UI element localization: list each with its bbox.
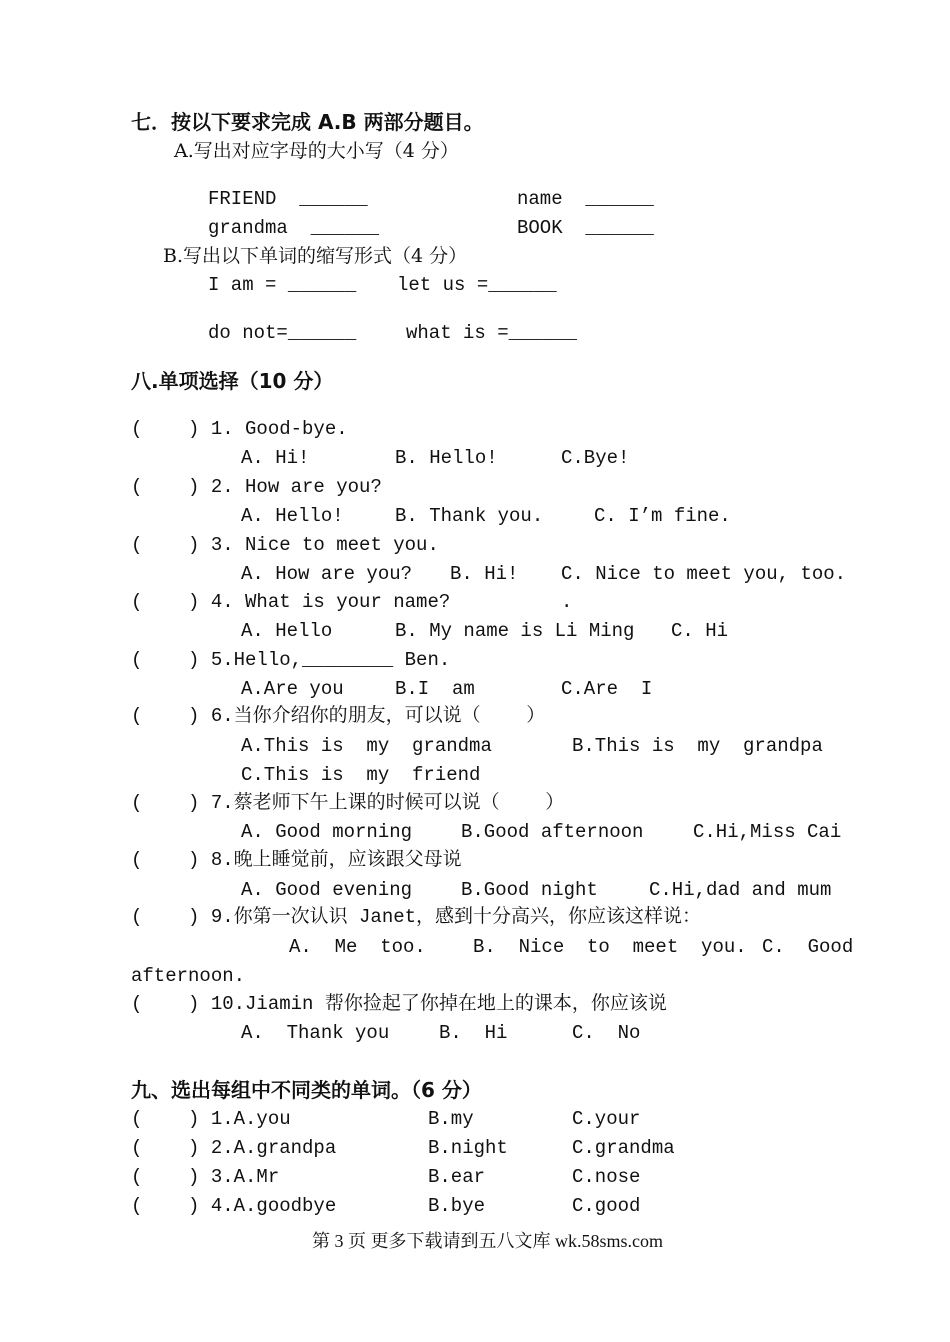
group-2-option-b: B.night — [428, 1137, 508, 1159]
question-10-option-a: A. Thank you — [241, 1022, 390, 1044]
question-3: ( ) 3. Nice to meet you. — [131, 534, 439, 556]
group-1-option-b: B.my — [428, 1108, 474, 1130]
section-7-part-b-heading: B.写出以下单词的缩写形式（4 分） — [163, 245, 468, 267]
question-6-option-b: B.This is my grandpa — [572, 735, 823, 757]
part-a-item-4: BOOK ______ — [517, 217, 654, 239]
question-3-option-b: B. Hi! — [450, 563, 519, 585]
question-1-option-c: C.Bye! — [561, 447, 630, 469]
question-2-option-b: B. Thank you. — [395, 505, 544, 527]
question-9-option-b: B. Nice to meet you. — [473, 936, 747, 958]
question-10-option-b: B. Hi — [439, 1022, 508, 1044]
question-5-option-c: C.Are I — [561, 678, 653, 700]
part-b-item-3: do not=______ — [208, 322, 357, 344]
section-7-part-a-heading: A.写出对应字母的大小写（4 分） — [174, 140, 459, 162]
group-3: ( ) 3.A.Mr — [131, 1166, 280, 1188]
question-1-option-a: A. Hi! — [241, 447, 310, 469]
group-3-option-b: B.ear — [428, 1166, 486, 1188]
question-9: ( ) 9.你第一次认识 Janet，感到十分高兴，你应该这样说： — [131, 906, 702, 928]
group-1-option-c: C.your — [572, 1108, 641, 1130]
page-footer: 第 3 页 更多下载请到五八文库 wk.58sms.com — [312, 1231, 663, 1251]
question-10: ( ) 10.Jiamin 帮你捡起了你掉在地上的课本，你应该说 — [131, 993, 667, 1015]
part-b-item-4: what is =______ — [406, 322, 578, 344]
section-9-title: 九、选出每组中不同类的单词。（6 分） — [131, 1078, 482, 1102]
group-1: ( ) 1.A.you — [131, 1108, 291, 1130]
question-2-option-a: A. Hello! — [241, 505, 344, 527]
question-7: ( ) 7.蔡老师下午上课的时候可以说（ ） — [131, 792, 565, 814]
question-4-option-a: A. Hello — [241, 620, 333, 642]
section-8-title: 八.单项选择（10 分） — [131, 369, 334, 393]
group-4-option-c: C.good — [572, 1195, 641, 1217]
question-5-option-b: B.I am — [395, 678, 475, 700]
question-5: ( ) 5.Hello,________ Ben. — [131, 649, 451, 671]
part-a-item-2: name ______ — [517, 188, 654, 210]
question-1: ( ) 1. Good-bye. — [131, 418, 348, 440]
part-a-item-3: grandma ______ — [208, 217, 380, 239]
question-4-option-c: C. Hi — [671, 620, 729, 642]
question-3-option-a: A. How are you? — [241, 563, 413, 585]
question-2: ( ) 2. How are you? — [131, 476, 382, 498]
question-8: ( ) 8.晚上睡觉前，应该跟父母说 — [131, 849, 462, 871]
question-9-option-a: A. Me too. — [289, 936, 426, 958]
question-8-option-a: A. Good evening — [241, 879, 413, 901]
question-5-option-a: A.Are you — [241, 678, 344, 700]
question-2-option-c: C. I’m fine. — [594, 505, 731, 527]
question-6-option-c: C.This is my friend — [241, 764, 481, 786]
group-2-option-c: C.grandma — [572, 1137, 675, 1159]
question-8-option-b: B.Good night — [461, 879, 598, 901]
question-7-option-a: A. Good morning — [241, 821, 413, 843]
question-3-option-c: C. Nice to meet you, too. — [561, 563, 847, 585]
group-4-option-b: B.bye — [428, 1195, 486, 1217]
question-8-option-c: C.Hi,dad and mum — [649, 879, 832, 901]
group-4: ( ) 4.A.goodbye — [131, 1195, 337, 1217]
part-b-item-2: let us =______ — [397, 274, 557, 296]
question-4-option-b: B. My name is Li Ming — [395, 620, 635, 642]
question-4-trailing-dot: . — [561, 591, 573, 613]
question-4: ( ) 4. What is your name? — [131, 591, 451, 613]
question-7-option-b: B.Good afternoon — [461, 821, 644, 843]
question-1-option-b: B. Hello! — [395, 447, 498, 469]
question-9-option-c-continued: afternoon. — [131, 965, 246, 987]
question-6-option-a: A.This is my grandma — [241, 735, 492, 757]
group-2: ( ) 2.A.grandpa — [131, 1137, 337, 1159]
question-6: ( ) 6.当你介绍你的朋友，可以说（ ） — [131, 705, 546, 727]
part-b-item-1: I am = ______ — [208, 274, 357, 296]
question-10-option-c: C. No — [572, 1022, 641, 1044]
part-a-item-1: FRIEND ______ — [208, 188, 368, 210]
group-3-option-c: C.nose — [572, 1166, 641, 1188]
section-7-title: 七．按以下要求完成 A.B 两部分题目。 — [131, 110, 484, 134]
question-7-option-c: C.Hi,Miss Cai — [693, 821, 842, 843]
question-9-option-c: C. Good — [762, 936, 854, 958]
